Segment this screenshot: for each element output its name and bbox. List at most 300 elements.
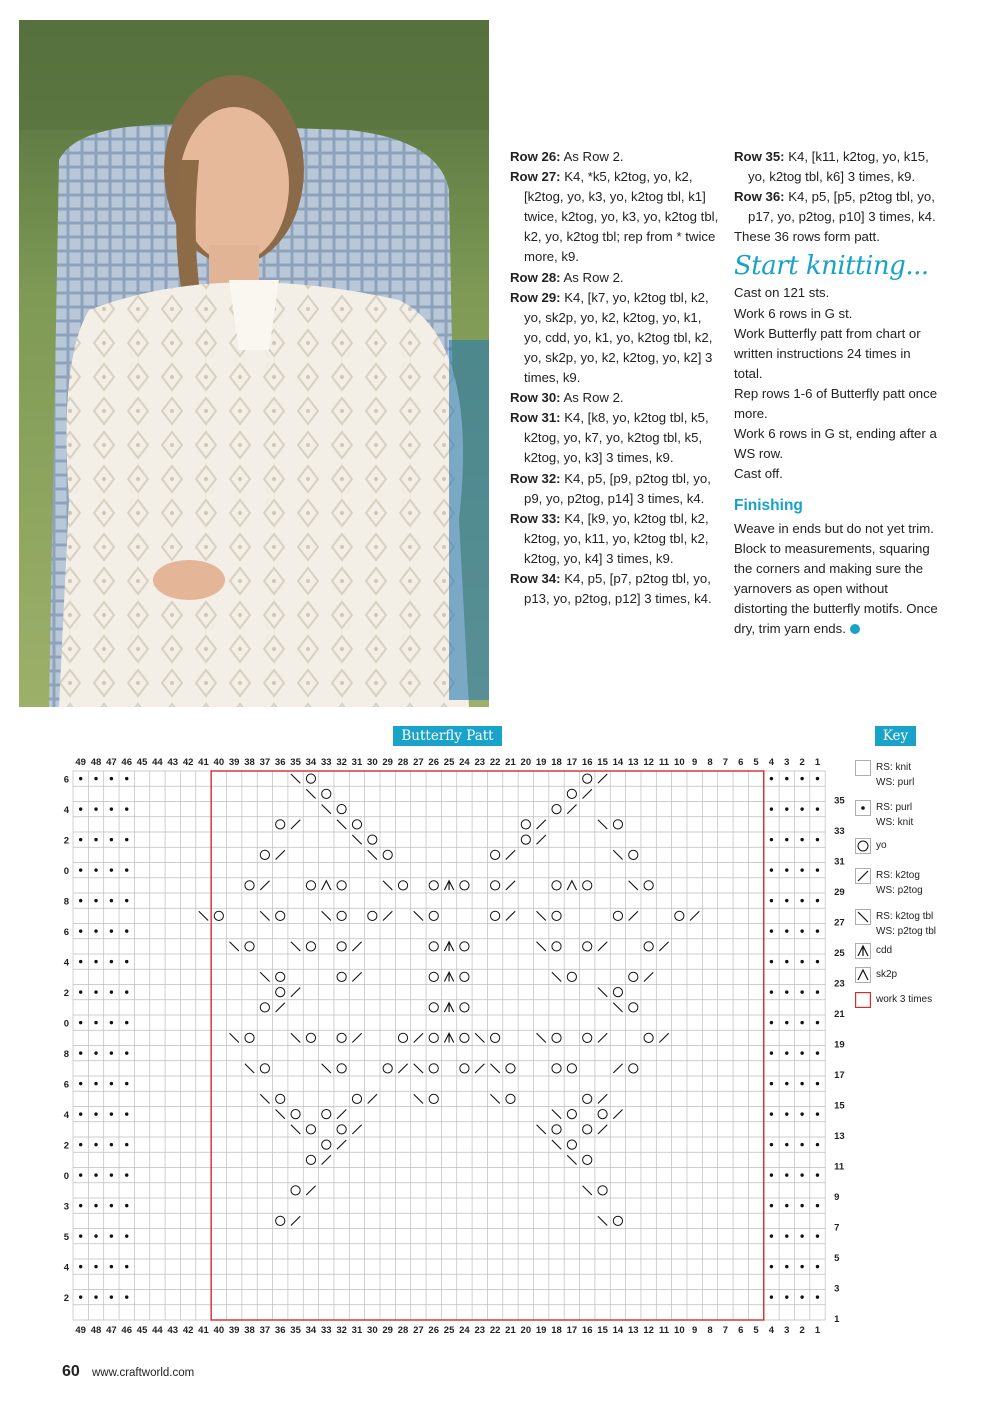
yo-symbol — [583, 881, 592, 890]
yo-symbol — [613, 820, 622, 829]
k2togtbl-symbol — [276, 1110, 285, 1119]
column-number-bottom: 4 — [768, 1325, 775, 1336]
yo-symbol — [245, 942, 254, 951]
column-number-top: 49 — [75, 757, 86, 768]
yo-symbol — [567, 972, 576, 981]
yo-symbol — [552, 1064, 561, 1073]
k2tog-symbol — [306, 1186, 315, 1195]
yo-symbol — [567, 1140, 576, 1149]
key-label-line-1: yo — [876, 840, 887, 851]
row-number-right: 7 — [834, 1222, 840, 1234]
cdd-symbol — [444, 1033, 453, 1042]
k2togtbl-symbol — [598, 820, 607, 829]
purl-dot — [125, 1021, 128, 1024]
purl-dot — [800, 807, 803, 810]
column-number-bottom: 3 — [784, 1325, 790, 1336]
yo-symbol — [398, 1033, 407, 1042]
yo-symbol — [644, 881, 653, 890]
k2togtbl-symbol — [368, 850, 377, 859]
row-number: Row 28: — [510, 269, 561, 285]
purl-dot — [816, 960, 819, 963]
yo-symbol — [598, 1110, 607, 1119]
yo-symbol — [644, 942, 653, 951]
row-number: Row 36: — [734, 189, 785, 205]
k2togtbl-symbol — [598, 988, 607, 997]
purl-dot — [770, 960, 773, 963]
row-number-left: 0 — [63, 1170, 69, 1182]
website-url: www.craftworld.com — [91, 1367, 195, 1379]
row-number-right: 25 — [834, 948, 845, 959]
cdd-symbol — [444, 881, 453, 890]
purl-dot — [94, 807, 97, 810]
purl-dot — [816, 990, 819, 993]
column-number-bottom: 17 — [566, 1325, 578, 1336]
k2tog-symbol — [276, 850, 285, 859]
row-number-left: 3 — [63, 1201, 69, 1213]
column-number-top: 21 — [505, 757, 516, 768]
k2tog-symbol — [598, 942, 607, 951]
finishing-heading: Finishing — [734, 497, 803, 515]
k2togtbl-symbol — [230, 942, 239, 951]
column-number-bottom: 7 — [722, 1325, 729, 1336]
k2tog-symbol — [583, 789, 592, 798]
row-number-right: 29 — [834, 887, 845, 898]
purl-dot — [770, 1021, 773, 1024]
purl-dot — [800, 929, 803, 932]
column-number-top: 35 — [290, 757, 301, 768]
purl-dot — [110, 990, 113, 993]
k2tog-symbol — [598, 1033, 607, 1042]
yo-symbol — [613, 1216, 622, 1225]
yo-symbol — [629, 1064, 638, 1073]
yo-symbol — [429, 1094, 438, 1103]
purl-dot — [125, 990, 128, 993]
k2togtbl-symbol — [552, 1110, 561, 1119]
k2togtbl-symbol — [260, 911, 269, 920]
yo-symbol — [306, 1125, 315, 1134]
purl-dot — [79, 1143, 82, 1146]
row-number-left: 8 — [63, 896, 69, 908]
k2togtbl-symbol — [490, 1094, 499, 1103]
row-number-right: 15 — [834, 1100, 845, 1112]
purl-dot — [79, 1234, 82, 1237]
yo-symbol — [552, 881, 561, 890]
purl-dot — [110, 1143, 113, 1146]
k2togtbl-symbol — [552, 972, 561, 981]
column-number-bottom: 27 — [413, 1325, 424, 1336]
cdd-symbol — [444, 1003, 453, 1012]
purl-dot — [800, 960, 803, 963]
purl-dot — [110, 1265, 113, 1268]
yo-symbol — [276, 972, 285, 981]
purl-dot — [785, 1265, 788, 1268]
purl-dot — [110, 807, 113, 810]
column-number-bottom: 23 — [474, 1325, 486, 1336]
column-number-top: 2 — [799, 757, 805, 768]
row-number-right: 3 — [834, 1283, 840, 1295]
page-footer — [62, 1363, 194, 1381]
column-number-bottom: 42 — [182, 1325, 194, 1336]
purl-dot — [110, 960, 113, 963]
yo-symbol — [337, 911, 346, 920]
k2togtbl-symbol — [414, 1064, 423, 1073]
row-number-right: 11 — [834, 1161, 845, 1173]
k2tog-symbol — [659, 942, 668, 951]
purl-dot — [110, 1082, 113, 1085]
k2tog-symbol — [567, 805, 576, 814]
yo-symbol — [337, 972, 346, 981]
purl-dot — [785, 1173, 788, 1176]
purl-dot — [770, 1112, 773, 1115]
yo-symbol — [245, 881, 254, 890]
k2tog-symbol — [337, 1140, 346, 1149]
row-number-right: 5 — [834, 1253, 840, 1264]
purl-dot — [800, 1082, 803, 1085]
purl-dot — [125, 1143, 128, 1146]
purl-dot — [785, 1112, 788, 1115]
row-number-left: 8 — [63, 1048, 69, 1060]
pattern-row-6: Row 32: K4, p5, [p9, p2tog tbl, yo, p9, yo, p2tog, p14] 3 times, k4. — [510, 470, 711, 506]
column-number-bottom: 14 — [612, 1325, 624, 1336]
purl-dot — [125, 1265, 128, 1268]
column-number-top: 22 — [489, 757, 501, 768]
row-number-left: 2 — [63, 835, 69, 847]
key-label-line-2: WS: knit — [876, 817, 914, 828]
purl-dot — [94, 1051, 97, 1054]
column-number-top: 43 — [167, 757, 179, 768]
purl-dot — [800, 899, 803, 902]
k2tog-symbol — [598, 1125, 607, 1134]
purl-dot — [770, 807, 773, 810]
yo-symbol — [552, 805, 561, 814]
purl-dot — [770, 1173, 773, 1176]
column-number-bottom: 37 — [259, 1325, 271, 1336]
yo-symbol — [629, 972, 638, 981]
purl-dot — [94, 1021, 97, 1024]
k2togtbl-symbol — [322, 1064, 331, 1073]
purl-dot — [785, 868, 788, 871]
column-number-bottom: 39 — [228, 1325, 240, 1336]
yo-symbol — [276, 820, 285, 829]
k2togtbl-symbol — [537, 942, 546, 951]
purl-dot — [800, 777, 803, 780]
key-label-line-2: WS: purl — [876, 777, 915, 788]
column-number-top: 18 — [551, 757, 562, 768]
purl-dot — [79, 868, 82, 871]
purl-dot — [770, 777, 773, 780]
yo-symbol — [291, 1186, 300, 1195]
row-number: Row 34: — [510, 570, 561, 586]
yo-symbol — [322, 1110, 331, 1119]
purl-dot — [110, 777, 113, 780]
purl-dot — [816, 1234, 819, 1237]
yo-symbol — [260, 1064, 269, 1073]
column-number-top: 7 — [722, 757, 729, 768]
k2togtbl-symbol — [245, 1064, 254, 1073]
yo-symbol — [368, 911, 377, 920]
yo-symbol — [598, 1186, 607, 1195]
purl-dot — [79, 1204, 82, 1207]
yo-symbol — [429, 972, 438, 981]
yo-symbol — [460, 881, 469, 890]
purl-dot — [785, 960, 788, 963]
column-number-bottom: 49 — [75, 1325, 86, 1336]
row-number: Row 30: — [510, 390, 561, 406]
purl-dot — [800, 868, 803, 871]
row-number-left: 5 — [63, 1231, 69, 1243]
row-number-left: 6 — [63, 774, 69, 786]
column-number-bottom: 13 — [627, 1325, 639, 1336]
purl-dot — [770, 1082, 773, 1085]
purl-dot — [125, 1112, 128, 1115]
yo-symbol — [276, 1094, 285, 1103]
purl-dot — [94, 929, 97, 932]
column-number-bottom: 30 — [367, 1325, 378, 1336]
key-label-line-1: cdd — [876, 945, 893, 956]
purl-dot — [816, 1204, 819, 1207]
purl-dot — [770, 1234, 773, 1237]
column-number-bottom: 28 — [397, 1325, 409, 1336]
yo-symbol — [429, 1064, 438, 1073]
k2tog-symbol — [598, 774, 607, 783]
purl-dot — [110, 1112, 113, 1115]
column-number-bottom: 40 — [213, 1325, 225, 1336]
yo-symbol — [644, 1033, 653, 1042]
key-label-line-1: sk2p — [876, 969, 898, 980]
k2tog-symbol — [291, 820, 300, 829]
pattern-row-3: Row 29: K4, [k7, yo, k2tog tbl, k2, yo, sk2p, yo, k2, k2tog, yo, k1, yo, cdd, yo, k1, yo, k2tog tbl, k2, yo, sk2p, yo, k2, k2tog, yo, k2] 3 times, k9. — [510, 289, 713, 386]
sk2p-symbol — [567, 881, 576, 890]
column-number-top: 40 — [213, 757, 225, 768]
purl-dot — [110, 1204, 113, 1207]
k2togtbl-symbol — [583, 1186, 592, 1195]
column-number-bottom: 47 — [106, 1325, 117, 1336]
purl-dot — [125, 1204, 128, 1207]
column-number-top: 1 — [814, 757, 821, 768]
column-number-bottom: 31 — [351, 1325, 363, 1336]
k2togtbl-symbol — [475, 1033, 484, 1042]
column-number-top: 11 — [658, 757, 669, 768]
purl-dot — [770, 990, 773, 993]
column-number-top: 48 — [90, 757, 102, 768]
k2tog-symbol — [598, 1094, 607, 1103]
yo-symbol — [337, 942, 346, 951]
column-number-top: 44 — [152, 757, 163, 768]
purl-dot — [800, 1051, 803, 1054]
purl-dot — [770, 1265, 773, 1268]
column-number-top: 46 — [121, 757, 133, 768]
purl-dot — [800, 990, 803, 993]
column-number-top: 3 — [784, 757, 790, 768]
purl-dot — [816, 1112, 819, 1115]
purl-dot — [79, 1173, 82, 1176]
column-number-bottom: 41 — [198, 1325, 209, 1336]
k2togtbl-symbol — [337, 820, 346, 829]
k2tog-symbol — [659, 1033, 668, 1042]
k2tog-symbol — [337, 1110, 346, 1119]
start-line-1: Work 6 rows in G st. — [734, 305, 853, 321]
column-number-bottom: 11 — [658, 1325, 669, 1336]
k2togtbl-symbol — [537, 1033, 546, 1042]
column-number-top: 17 — [566, 757, 578, 768]
k2togtbl-symbol — [306, 789, 315, 798]
k2tog-symbol — [291, 1216, 300, 1225]
purl-dot — [125, 899, 128, 902]
k2togtbl-symbol — [537, 1125, 546, 1134]
k2togtbl-symbol — [490, 1064, 499, 1073]
k2tog-symbol — [644, 972, 653, 981]
k2tog-symbol — [352, 972, 361, 981]
purl-dot — [125, 1082, 128, 1085]
cdd-symbol — [444, 972, 453, 981]
purl-dot — [125, 807, 128, 810]
yo-symbol — [583, 1155, 592, 1164]
purl-dot — [816, 868, 819, 871]
k2togtbl-symbol — [291, 942, 300, 951]
k2togtbl-symbol — [567, 1155, 576, 1164]
key-label-line-2: WS: p2tog — [876, 885, 923, 896]
purl-dot — [125, 1051, 128, 1054]
yo-symbol — [506, 1094, 515, 1103]
k2togtbl-symbol — [414, 1094, 423, 1103]
column-number-bottom: 1 — [814, 1325, 821, 1336]
purl-dot — [785, 1021, 788, 1024]
row-number-right: 21 — [834, 1009, 845, 1020]
purl-dot — [800, 1295, 803, 1298]
purl-dot — [800, 1143, 803, 1146]
chart-title: Butterfly Patt — [393, 726, 502, 746]
k2togtbl-symbol — [322, 805, 331, 814]
column-number-top: 41 — [198, 757, 209, 768]
column-number-top: 9 — [692, 757, 698, 768]
purl-dot — [800, 838, 803, 841]
column-number-top: 16 — [581, 757, 593, 768]
yo-symbol — [398, 881, 407, 890]
purl-dot — [94, 1234, 97, 1237]
purl-dot — [816, 1295, 819, 1298]
column-number-top: 31 — [351, 757, 363, 768]
column-number-bottom: 48 — [90, 1325, 102, 1336]
purl-dot — [785, 1234, 788, 1237]
row-number-right: 27 — [834, 917, 845, 929]
purl-dot — [110, 838, 113, 841]
column-number-bottom: 32 — [336, 1325, 347, 1336]
yo-symbol — [291, 1110, 300, 1119]
purl-dot — [110, 1173, 113, 1176]
purl-dot — [94, 990, 97, 993]
yo-symbol — [352, 1094, 361, 1103]
column-number-bottom: 24 — [459, 1325, 470, 1336]
k2tog-symbol — [352, 1125, 361, 1134]
yo-symbol — [276, 1216, 285, 1225]
purl-dot — [770, 1143, 773, 1146]
row-number: Row 32: — [510, 470, 561, 486]
purl-dot — [79, 990, 82, 993]
purl-dot — [800, 1204, 803, 1207]
key-title: Key — [875, 726, 916, 746]
yo-symbol — [583, 1094, 592, 1103]
row-number-right: 17 — [834, 1070, 845, 1081]
k2togtbl-symbol — [629, 881, 638, 890]
purl-dot — [785, 929, 788, 932]
column-number-top: 26 — [428, 757, 440, 768]
yo-symbol — [322, 1140, 331, 1149]
pattern-row-b-1: Row 36: K4, p5, [p5, p2tog tbl, yo, p17, yo, p2tog, p10] 3 times, k4. — [734, 189, 936, 225]
k2togtbl-symbol — [598, 1216, 607, 1225]
row-number-right: 31 — [834, 856, 845, 868]
pattern-row-4: Row 30: As Row 2. — [510, 390, 624, 406]
column-number-bottom: 19 — [535, 1325, 547, 1336]
yo-symbol — [567, 1110, 576, 1119]
column-number-top: 28 — [397, 757, 409, 768]
k2togtbl-symbol — [383, 881, 392, 890]
yo-symbol — [245, 1033, 254, 1042]
yo-symbol — [260, 850, 269, 859]
sk2p-symbol — [322, 881, 331, 890]
column-number-bottom: 25 — [443, 1325, 455, 1336]
row-number-right: 13 — [834, 1131, 845, 1142]
purl-dot — [785, 1204, 788, 1207]
purl-dot — [125, 1234, 128, 1237]
key-label-line-1: RS: k2tog tbl — [876, 911, 934, 922]
yo-symbol — [491, 850, 500, 859]
k2tog-symbol — [398, 1064, 407, 1073]
yo-symbol — [552, 911, 561, 920]
purl-dot — [79, 1051, 82, 1054]
purl-dot — [800, 1021, 803, 1024]
purl-dot — [816, 838, 819, 841]
purl-dot — [94, 868, 97, 871]
column-number-bottom: 16 — [581, 1325, 593, 1336]
purl-dot — [94, 1265, 97, 1268]
yo-symbol — [322, 789, 331, 798]
purl-dot — [785, 1051, 788, 1054]
k2togtbl-symbol — [260, 1094, 269, 1103]
column-number-bottom: 21 — [505, 1325, 516, 1336]
column-number-top: 29 — [382, 757, 393, 768]
k2tog-symbol — [368, 1094, 377, 1103]
yo-symbol — [613, 988, 622, 997]
column-number-bottom: 10 — [674, 1325, 685, 1336]
k2tog-symbol — [506, 911, 515, 920]
key-label-line-1: RS: purl — [876, 802, 913, 813]
k2togtbl-symbol — [613, 850, 622, 859]
k2togtbl-symbol — [322, 911, 331, 920]
yo-symbol — [460, 972, 469, 981]
column-number-top: 25 — [443, 757, 455, 768]
column-number-top: 20 — [520, 757, 532, 768]
purl-dot — [79, 1295, 82, 1298]
column-number-top: 6 — [738, 757, 744, 768]
pattern-row-1: Row 27: K4, *k5, k2tog, yo, k2, [k2tog, yo, k3, yo, k2tog tbl, k1] twice, k2tog, yo, k3, yo, k2tog tbl, k2, yo, k2tog tbl; rep from * twice more, k9. — [510, 169, 719, 265]
purl-dot — [110, 1234, 113, 1237]
yo-symbol — [552, 1125, 561, 1134]
yo-symbol — [429, 1003, 438, 1012]
purl-dot — [800, 1234, 803, 1237]
purl-dot — [94, 777, 97, 780]
pattern-row-8: Row 34: K4, p5, [p7, p2tog tbl, yo, p13, yo, p2tog, p12] 3 times, k4. — [510, 570, 712, 607]
finishing-text: Weave in ends but do not yet trim. Block to measurements, squaring the corners and making sure the yarnovers as open without distorting the butterfly motifs. Once dry, trim yarn ends. — [734, 520, 938, 636]
row-number-right: 9 — [834, 1192, 840, 1203]
column-number-bottom: 20 — [520, 1325, 532, 1336]
purl-dot — [816, 1021, 819, 1024]
column-number-bottom: 9 — [692, 1325, 698, 1336]
purl-dot — [110, 1295, 113, 1298]
purl-dot — [785, 807, 788, 810]
yo-symbol — [306, 1155, 315, 1164]
yo-symbol — [460, 1064, 469, 1073]
purl-dot — [816, 807, 819, 810]
